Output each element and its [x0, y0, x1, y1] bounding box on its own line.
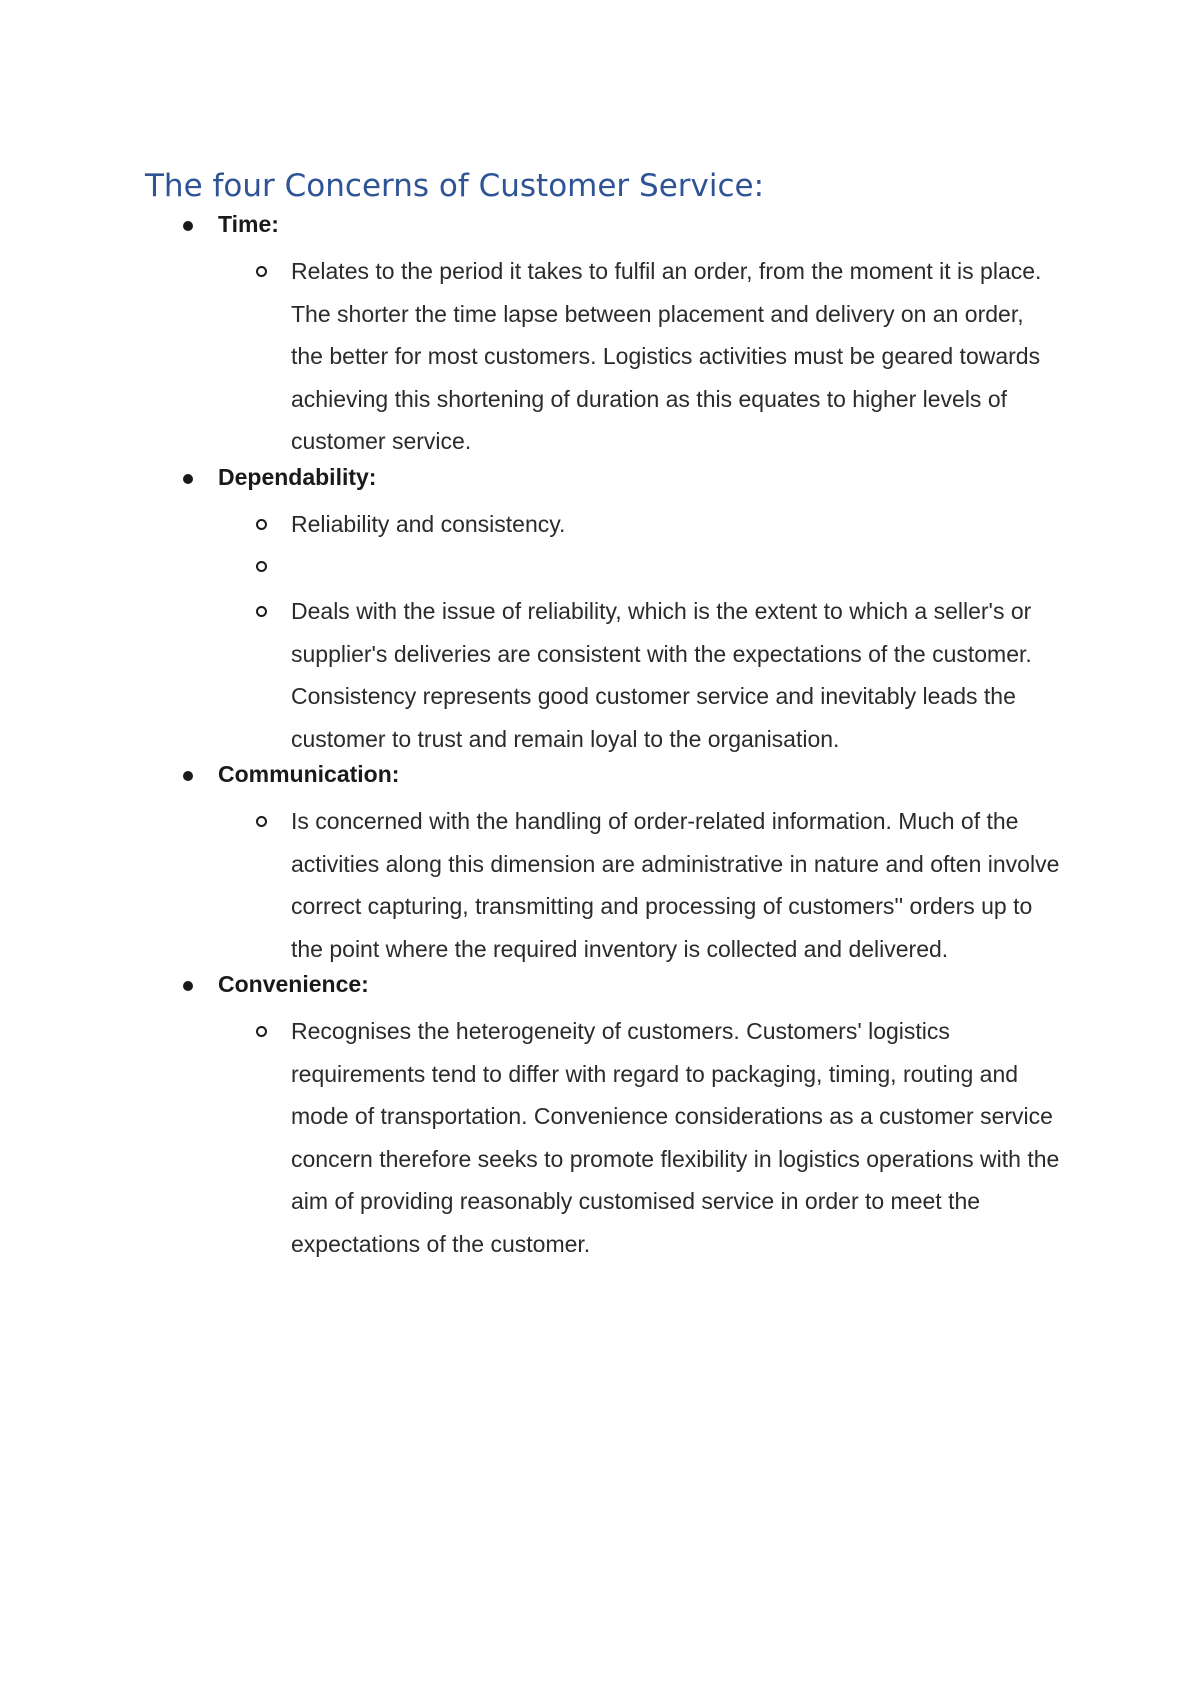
concern-label-row — [0, 758, 1200, 800]
concern-point-empty — [0, 545, 1061, 590]
concern-point-text: Relates to the period it takes to fulfil an order, from the moment it is place. The shorter the time lapse between placement and delivery on an order, the better for most customers. Logistics activities must be geared towards achieving this shortening of duration as this equates to higher levels of customer service. — [291, 258, 1042, 454]
concern-points — [0, 250, 1200, 463]
concern-point-text: Deals with the issue of reliability, which is the extent to which a seller's or supplier's deliveries are consistent with the expectations of the customer. Consistency represents good customer service and inevitably leads the customer to trust and remain loyal to the organisation. — [291, 598, 1032, 752]
bullet-circle-icon — [256, 561, 267, 572]
concern-point — [0, 1010, 1061, 1265]
bullet-circle-icon — [256, 519, 267, 530]
concern-points — [0, 503, 1200, 761]
concerns-list — [0, 208, 1200, 1263]
concern-communication — [0, 758, 1200, 970]
concern-label: Time: — [218, 211, 279, 237]
concern-label-row — [0, 461, 1200, 503]
concern-point-text: Reliability and consistency. — [291, 510, 566, 537]
bullet-circle-icon — [256, 816, 267, 827]
concern-label: Convenience: — [218, 971, 369, 997]
concern-point — [0, 800, 1061, 970]
concern-label-row — [0, 968, 1200, 1010]
concern-point-text: Is concerned with the handling of order-related information. Much of the activities along this dimension are administrative in nature and often involve correct capturing, transmitting and processing of customers'' orders up to the point where the required inventory is collected and delivered. — [291, 808, 1060, 962]
concern-time — [0, 208, 1200, 463]
bullet-circle-icon — [256, 606, 267, 617]
concern-point-text: Recognises the heterogeneity of customers. Customers' logistics requirements tend to differ with regard to packaging, timing, routing and mode of transportation. Convenience considerations as a customer service concern therefore seeks to promote flexibility in logistics operations with the aim of providing reasonably customised service in order to meet the expectations of the customer. — [291, 1018, 1060, 1257]
concern-convenience — [0, 968, 1200, 1265]
concern-point — [0, 503, 1061, 546]
bullet-dot-icon — [183, 221, 193, 231]
concern-label: Communication: — [218, 761, 400, 787]
bullet-dot-icon — [183, 981, 193, 991]
concern-point — [0, 250, 1061, 463]
concern-points — [0, 800, 1200, 970]
bullet-dot-icon — [183, 771, 193, 781]
concern-point — [0, 590, 1061, 760]
concern-label-row — [0, 208, 1200, 250]
bullet-circle-icon — [256, 266, 267, 277]
concern-points — [0, 1010, 1200, 1265]
bullet-dot-icon — [183, 474, 193, 484]
bullet-circle-icon — [256, 1026, 267, 1037]
concern-label: Dependability: — [218, 463, 377, 490]
document-title: The four Concerns of Customer Service: — [145, 168, 765, 204]
concern-dependability — [0, 461, 1200, 761]
